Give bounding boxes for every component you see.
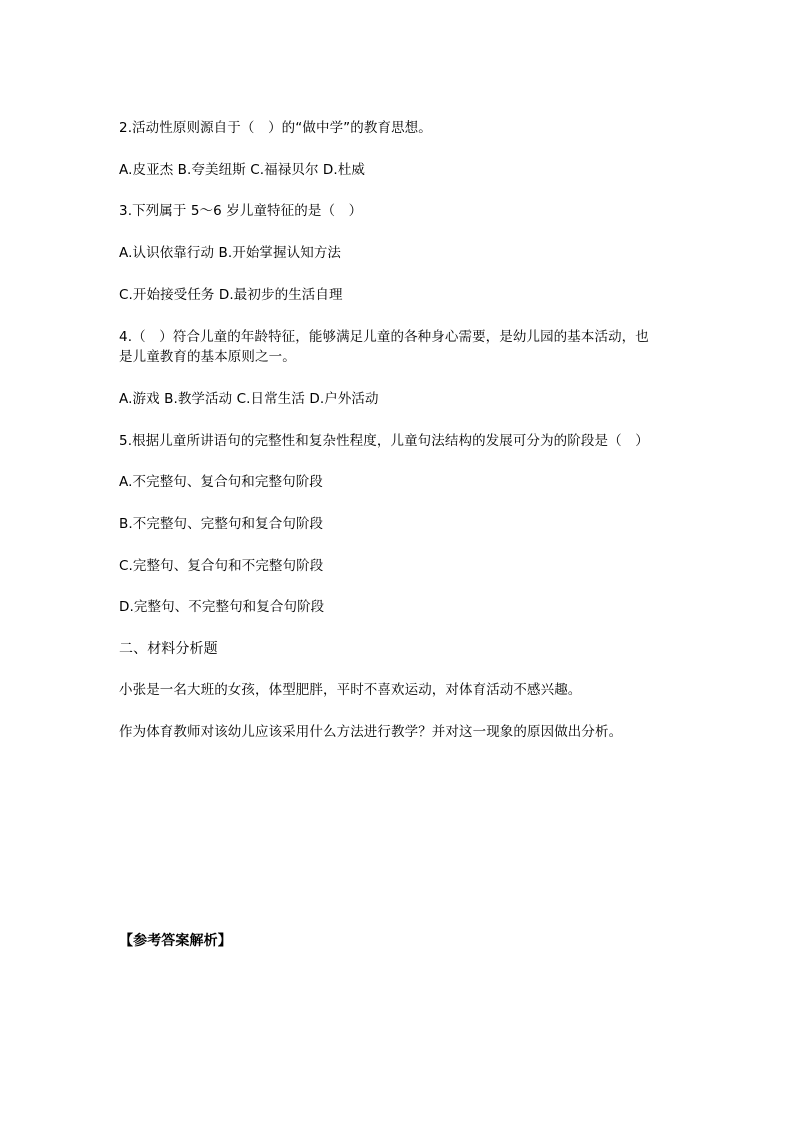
question-4-stem-line-2: 是儿童教育的基本原则之一。	[119, 349, 296, 365]
material-section-heading: 二、材料分析题	[119, 641, 218, 657]
question-5-option-c: C.完整句、复合句和不完整句阶段	[119, 558, 324, 574]
question-5-option-b: B.不完整句、完整句和复合句阶段	[119, 516, 324, 532]
question-3-options-line-1: A.认识依靠行动 B.开始掌握认知方法	[119, 245, 342, 261]
question-5-stem: 5.根据儿童所讲语句的完整性和复杂性程度，儿童句法结构的发展可分为的阶段是（ ）	[119, 433, 649, 449]
question-2-stem: 2.活动性原则源自于（ ）的“做中学”的教育思想。	[119, 120, 432, 136]
question-3-options-line-2: C.开始接受任务 D.最初步的生活自理	[119, 287, 343, 303]
question-5-option-d: D.完整句、不完整句和复合句阶段	[119, 599, 325, 615]
question-5-option-a: A.不完整句、复合句和完整句阶段	[119, 474, 323, 490]
material-paragraph-1: 小张是一名大班的女孩，体型肥胖，平时不喜欢运动，对体育活动不感兴趣。	[119, 682, 582, 698]
question-4-stem-line-1: 4.（ ）符合儿童的年龄特征，能够满足儿童的各种身心需要，是幼儿园的基本活动，也	[119, 329, 649, 345]
answer-section-heading: 【参考答案解析】	[119, 933, 232, 949]
question-2-options: A.皮亚杰 B.夸美纽斯 C.福禄贝尔 D.杜威	[119, 162, 366, 178]
question-3-stem: 3.下列属于 5～6 岁儿童特征的是（ ）	[119, 203, 363, 219]
question-4-options: A.游戏 B.教学活动 C.日常生活 D.户外活动	[119, 391, 379, 407]
material-paragraph-2: 作为体育教师对该幼儿应该采用什么方法进行教学？并对这一现象的原因做出分析。	[119, 724, 623, 740]
